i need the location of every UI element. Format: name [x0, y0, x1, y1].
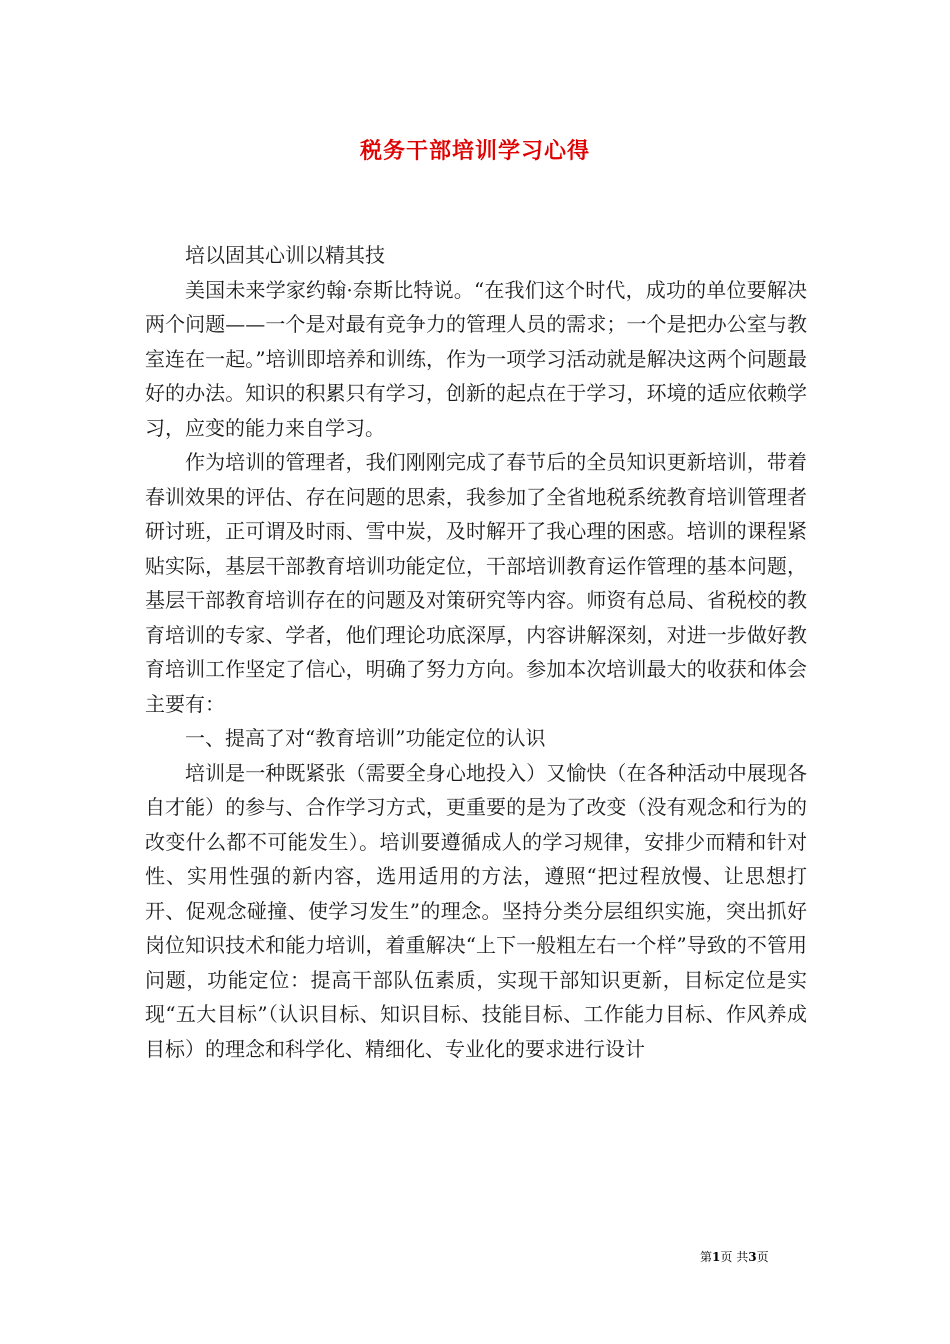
footer-suffix: 页 — [756, 1250, 769, 1264]
page-number-footer — [700, 1248, 810, 1265]
document-body — [145, 238, 807, 1066]
document-title: 税务干部培训学习心得 — [359, 138, 590, 164]
footer-total-pages: 3 — [748, 1250, 757, 1264]
paragraph-subtitle: 培以固其心训以精其技 — [185, 243, 385, 267]
footer-current-page: 1 — [712, 1250, 721, 1264]
footer-middle: 页 共 — [720, 1250, 749, 1264]
section-heading-1: 一、提高了对“教育培训”功能定位的认识 — [185, 726, 546, 750]
paragraph-section-1: 培训是一种既紧张（需要全身心地投入）又愉快（在各种活动中展现各自才能）的参与、合作学习方式，更重要的是为了改变（没有观念和行为的改变什么都不可能发生）。培训要遵循成人的学习规律，安排少而精和针对性、实用性强的新内容，选用适用的方法，遵照“把过程放慢、让思想打开、促观念碰撞、使学习发生”的理念。坚持分类分层组织实施，突出抓好岗位知识技术和能力培训，着重解决“上下一般粗左右一个样”导致的不管用问题，功能定位：提高干部队伍素质，实现干部知识更新，目标定位是实现“五大目标”（认识目标、知识目标、技能目标、工作能力目标、作风养成目标）的理念和科学化、精细化、专业化的要求进行设计 — [145, 760, 807, 1061]
paragraph-intro: 美国未来学家约翰·奈斯比特说。“在我们这个时代，成功的单位要解决两个问题——一个是对最有竞争力的管理人员的需求；一个是把办公室与教室连在一起。”培训即培养和训练，作为一项学习活动就是解决这两个问题最好的办法。知识的积累只有学习，创新的起点在于学习，环境的适应依赖学习，应变的能力来自学习。 — [145, 277, 807, 440]
paragraph-experience: 作为培训的管理者，我们刚刚完成了春节后的全员知识更新培训，带着春训效果的评估、存在问题的思索，我参加了全省地税系统教育培训管理者研讨班，正可谓及时雨、雪中炭，及时解开了我心理的困惑。培训的课程紧贴实际，基层干部教育培训功能定位，干部培训教育运作管理的基本问题，基层干部教育培训存在的问题及对策研究等内容。师资有总局、省税校的教育培训的专家、学者，他们理论功底深厚，内容讲解深刻，对进一步做好教育培训工作坚定了信心，明确了努力方向。参加本次培训最大的收获和体会主要有： — [145, 450, 807, 716]
footer-prefix: 第 — [700, 1250, 713, 1264]
